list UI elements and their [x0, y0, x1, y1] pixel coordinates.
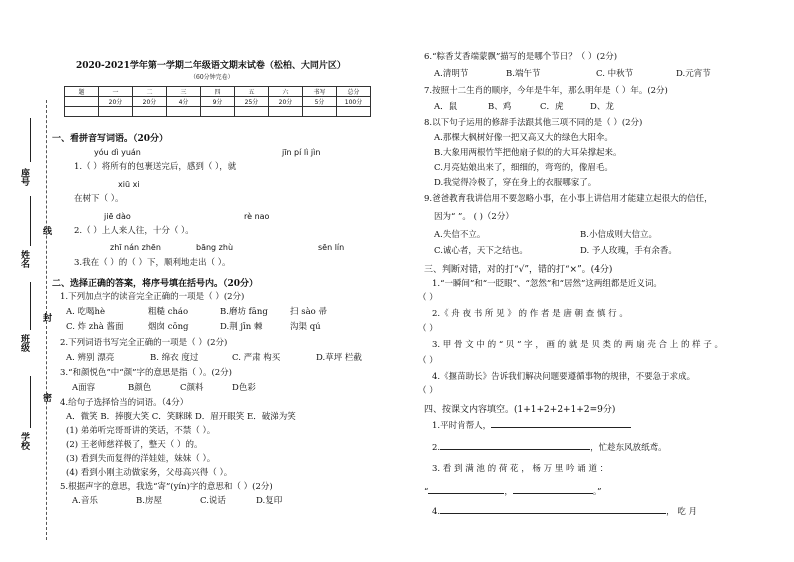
- score-value-cell: 20分: [133, 97, 167, 107]
- option-b[interactable]: B.端午节: [506, 69, 541, 79]
- option-d[interactable]: D.元宵节: [676, 69, 711, 79]
- pinyin: zhī nán zhēn: [110, 243, 161, 252]
- question-2-4-2[interactable]: (2) 王老师慈祥极了，整天（ ）的。: [66, 440, 203, 450]
- fill-4-text: 4.: [432, 507, 441, 517]
- option-b-word2: 扫 sào 帚: [290, 307, 327, 317]
- pinyin: xiū xi: [118, 180, 140, 189]
- score-header-cell: 五: [235, 87, 269, 97]
- score-header-cell: 总分: [337, 87, 371, 97]
- judge-3: 3. 甲 骨 文 中 的 “ 贝 ” 字 ， 画 的 就 是 贝 类 的 两 扇 壳 合 上 的 样 子 。: [432, 340, 724, 350]
- pinyin: sēn lín: [318, 243, 345, 252]
- score-header-cell: 书写: [303, 87, 337, 97]
- option-d[interactable]: D色彩: [232, 383, 256, 393]
- question-2-4-4[interactable]: (4) 看到小刚主动做家务，父母高兴得（ ）。: [66, 468, 233, 478]
- option-c[interactable]: C．虎: [540, 102, 564, 112]
- option-a-word2: 粗糙 cháo: [148, 307, 189, 317]
- question-2-7[interactable]: 7.按照十二生肖的顺序，今年是牛年，那么明年是（ ）年。(2分): [424, 86, 668, 96]
- fill-2: [432, 440, 667, 454]
- judge-3-answer[interactable]: （ ）: [418, 356, 438, 366]
- pinyin: yóu dì yuán: [94, 148, 141, 157]
- question-2-9-blank[interactable]: 因为“ ”。 ( )（2分）: [434, 212, 514, 222]
- option-d[interactable]: D. 予人玫瑰，手有余香。: [580, 246, 677, 256]
- pinyin: jīn pí lì jìn: [282, 148, 321, 157]
- fill-3-blank-1[interactable]: [428, 484, 504, 494]
- score-header-cell: 三: [167, 87, 201, 97]
- option-a[interactable]: A面容: [72, 383, 96, 393]
- fill-1-text: 1.平时肯帮人，: [432, 421, 492, 431]
- option-b[interactable]: B、鸡: [488, 102, 512, 112]
- option-d[interactable]: D、龙: [590, 102, 614, 112]
- question-2-3[interactable]: 3.“和颜悦色”中“颜”字的意思是指（ ）。(2分): [60, 368, 232, 378]
- option-a[interactable]: A. 辨别 漂亮: [66, 353, 115, 363]
- score-value-cell: 9分: [201, 97, 235, 107]
- exam-title: 2020-2021学年第一学期二年级语文期末试卷（松柏、大同片区）: [76, 61, 346, 71]
- class-field[interactable]: [30, 282, 31, 330]
- question-1-2[interactable]: 2.（ ）上人来人往，十分（ ）。: [74, 226, 194, 236]
- option-d-word2: 沟渠 qú: [290, 322, 321, 332]
- question-2-4-1[interactable]: (1) 弟弟听完哥哥讲的笑话，不禁（ ）。: [66, 426, 216, 436]
- exam-duration: （60分钟完卷）: [190, 74, 234, 81]
- option-a[interactable]: A. 吃喝hè: [66, 307, 106, 317]
- pinyin: rè nao: [244, 212, 270, 221]
- option-d[interactable]: D.复印: [256, 496, 283, 506]
- option-b[interactable]: B.大象用两根竹竿把他扇子似的的大耳朵撑起来。: [434, 148, 622, 158]
- section-4-title: 四、按课文内容填空。(1+1+2+2+1+2=9分): [424, 405, 616, 415]
- fill-1-blank[interactable]: [491, 418, 631, 428]
- judge-1-answer[interactable]: （ ）: [418, 293, 438, 303]
- section-3-title: 三、判断对错，对的打“√”，错的打“×”。(4分): [424, 265, 613, 275]
- fill-3-line: [424, 484, 601, 498]
- option-c[interactable]: C.月亮姑娘出来了，细细的，弯弯的，像眉毛。: [434, 163, 613, 173]
- fill-2-blank[interactable]: [440, 440, 590, 450]
- score-value-cell: 20分: [269, 97, 303, 107]
- fill-3: 3. 看 到 满 池 的 荷 花 ， 杨 万 里 吟 诵 道 ：: [432, 464, 609, 474]
- question-1-3[interactable]: 3.我在（ ）的（ ）下，顺利地走出（ ）。: [74, 258, 231, 268]
- score-header-cell: 四: [201, 87, 235, 97]
- score-table-value-row: [65, 97, 371, 107]
- score-value-cell: 25分: [235, 97, 269, 107]
- score-value-cell: 20分: [99, 97, 133, 107]
- option-a[interactable]: A．鼠: [434, 102, 458, 112]
- fill-1: [432, 418, 631, 432]
- judge-4-answer[interactable]: （ ）: [418, 386, 438, 396]
- question-2-4: 4.给句子选择恰当的词语。（4分）: [60, 398, 189, 408]
- option-b[interactable]: B. 绵衣 度过: [150, 353, 199, 363]
- question-1-1-cont[interactable]: 在树下（ ）。: [74, 194, 124, 204]
- question-2-5[interactable]: 5.根据声字的意思，我选“寄”(yín)字的意思和（ ）(2分): [60, 482, 273, 492]
- score-header-cell: 二: [133, 87, 167, 97]
- seat-field[interactable]: [30, 118, 31, 162]
- option-b[interactable]: B.小信成则大信立。: [580, 230, 657, 240]
- judge-2-answer[interactable]: （ ）: [418, 324, 438, 334]
- binding-mark-seal: 封: [41, 313, 51, 322]
- name-field[interactable]: [30, 196, 31, 246]
- option-c[interactable]: C. 严肃 构买: [232, 353, 281, 363]
- pinyin: bāng zhù: [196, 243, 234, 252]
- option-a[interactable]: A.清明节: [434, 69, 469, 79]
- question-2-2[interactable]: 2.下列词语书写完全正确的一项是（ ）(2分): [60, 338, 228, 348]
- judge-4: 4.《揠苗助长》告诉我们解决问题要遵循事物的规律，不要急于求成。: [432, 372, 696, 382]
- question-2-4-options: A．微笑 B．捧腹大笑 C．笑眯眯 D．眉开眼笑 E．破涕为笑: [66, 412, 296, 422]
- option-d[interactable]: D.荆 jīn 棘: [220, 322, 263, 332]
- fill-2-text: 2.: [432, 443, 441, 453]
- pinyin: jiē dào: [104, 212, 131, 221]
- school-field[interactable]: [30, 376, 31, 428]
- score-value-cell: 4分: [167, 97, 201, 107]
- option-b[interactable]: B颜色: [128, 383, 152, 393]
- binding-label-school: 学校: [19, 432, 29, 450]
- question-2-4-3[interactable]: (3) 看到失而复得的洋娃娃，妹妹（ ）。: [66, 454, 216, 464]
- question-1-1[interactable]: 1.（ ）将所有的包裹送完后，感到（ ），就: [74, 162, 237, 172]
- binding-mark-secret: 密: [41, 393, 51, 402]
- binding-label-class: 班级: [19, 334, 29, 352]
- fill-2-end: ，忙趁东风放纸鸢。: [590, 443, 667, 453]
- score-table-blank-row[interactable]: [65, 107, 371, 117]
- section-2-title: 二、选择正确的答案，将序号填在括号内。（20分）: [52, 279, 259, 289]
- option-a[interactable]: A.那棵大枫树好像一把又高又大的绿色大阳伞。: [434, 133, 613, 143]
- score-value-cell: [65, 97, 99, 107]
- fill-4: [432, 504, 697, 518]
- option-d[interactable]: D.草坪 栏截: [316, 353, 362, 363]
- binding-label-seat: 座号: [19, 168, 29, 186]
- option-d[interactable]: D.我觉得冷极了，穿在身上的衣服哪家了。: [434, 178, 597, 188]
- question-2-8[interactable]: 8.以下句子运用的修辞手法跟其他三项不同的是（ ）(2分): [424, 118, 643, 128]
- binding-mark-line: 线: [41, 226, 51, 235]
- option-a[interactable]: A.音乐: [72, 496, 98, 506]
- score-table-header-row: [65, 87, 371, 97]
- option-b[interactable]: B.房屋: [136, 496, 162, 506]
- question-2-9: 9.爸爸教育我讲信用不要忽略小事，在小事上讲信用才能建立起很大的信任，: [424, 194, 713, 204]
- section-1-title: 一、看拼音写词语。（20分）: [52, 134, 169, 144]
- score-header-cell: 一: [99, 87, 133, 97]
- fill-3-comma: ，: [504, 487, 513, 497]
- score-value-cell: 5分: [303, 97, 337, 107]
- option-c[interactable]: C.说话: [200, 496, 226, 506]
- score-table: [64, 86, 371, 117]
- fill-3-open-quote: “: [424, 487, 429, 497]
- fill-3-blank-2[interactable]: [513, 484, 593, 494]
- judge-1: 1.“一瞬间”和“一眨眼”、“忽然”和“居然”这两组都是近义词。: [432, 279, 662, 289]
- option-c[interactable]: C.诚心者，天下之结也。: [434, 246, 528, 256]
- fill-4-blank[interactable]: [440, 504, 666, 514]
- fill-3-close-quote: 。”: [592, 487, 602, 497]
- option-c[interactable]: C. 中秋节: [596, 69, 634, 79]
- score-value-cell: 100分: [337, 97, 371, 107]
- question-2-1[interactable]: 1.下列加点字的读音完全正确的一项是（ ）(2分): [60, 292, 245, 302]
- binding-label-name: 姓名: [19, 250, 29, 268]
- option-c-word2: 烟囱 cōng: [148, 322, 189, 332]
- question-2-6[interactable]: 6.“粽香艾香端蒙飘”描写的是哪个节日？（ ）(2分): [424, 52, 618, 62]
- option-b[interactable]: B.磨坊 fāng: [220, 307, 268, 317]
- option-a[interactable]: A.失信不立。: [434, 230, 486, 240]
- judge-2: 2.《 舟 夜 书 所 见 》 的 作 者 是 唐 朝 查 慎 行 。: [432, 309, 628, 319]
- option-c[interactable]: C. 炸 zhà 酱面: [66, 322, 124, 332]
- score-header-cell: 六: [269, 87, 303, 97]
- option-c[interactable]: C颜料: [180, 383, 204, 393]
- score-header-cell: 题: [65, 87, 99, 97]
- fill-4-end: ， 吃 月: [666, 507, 698, 517]
